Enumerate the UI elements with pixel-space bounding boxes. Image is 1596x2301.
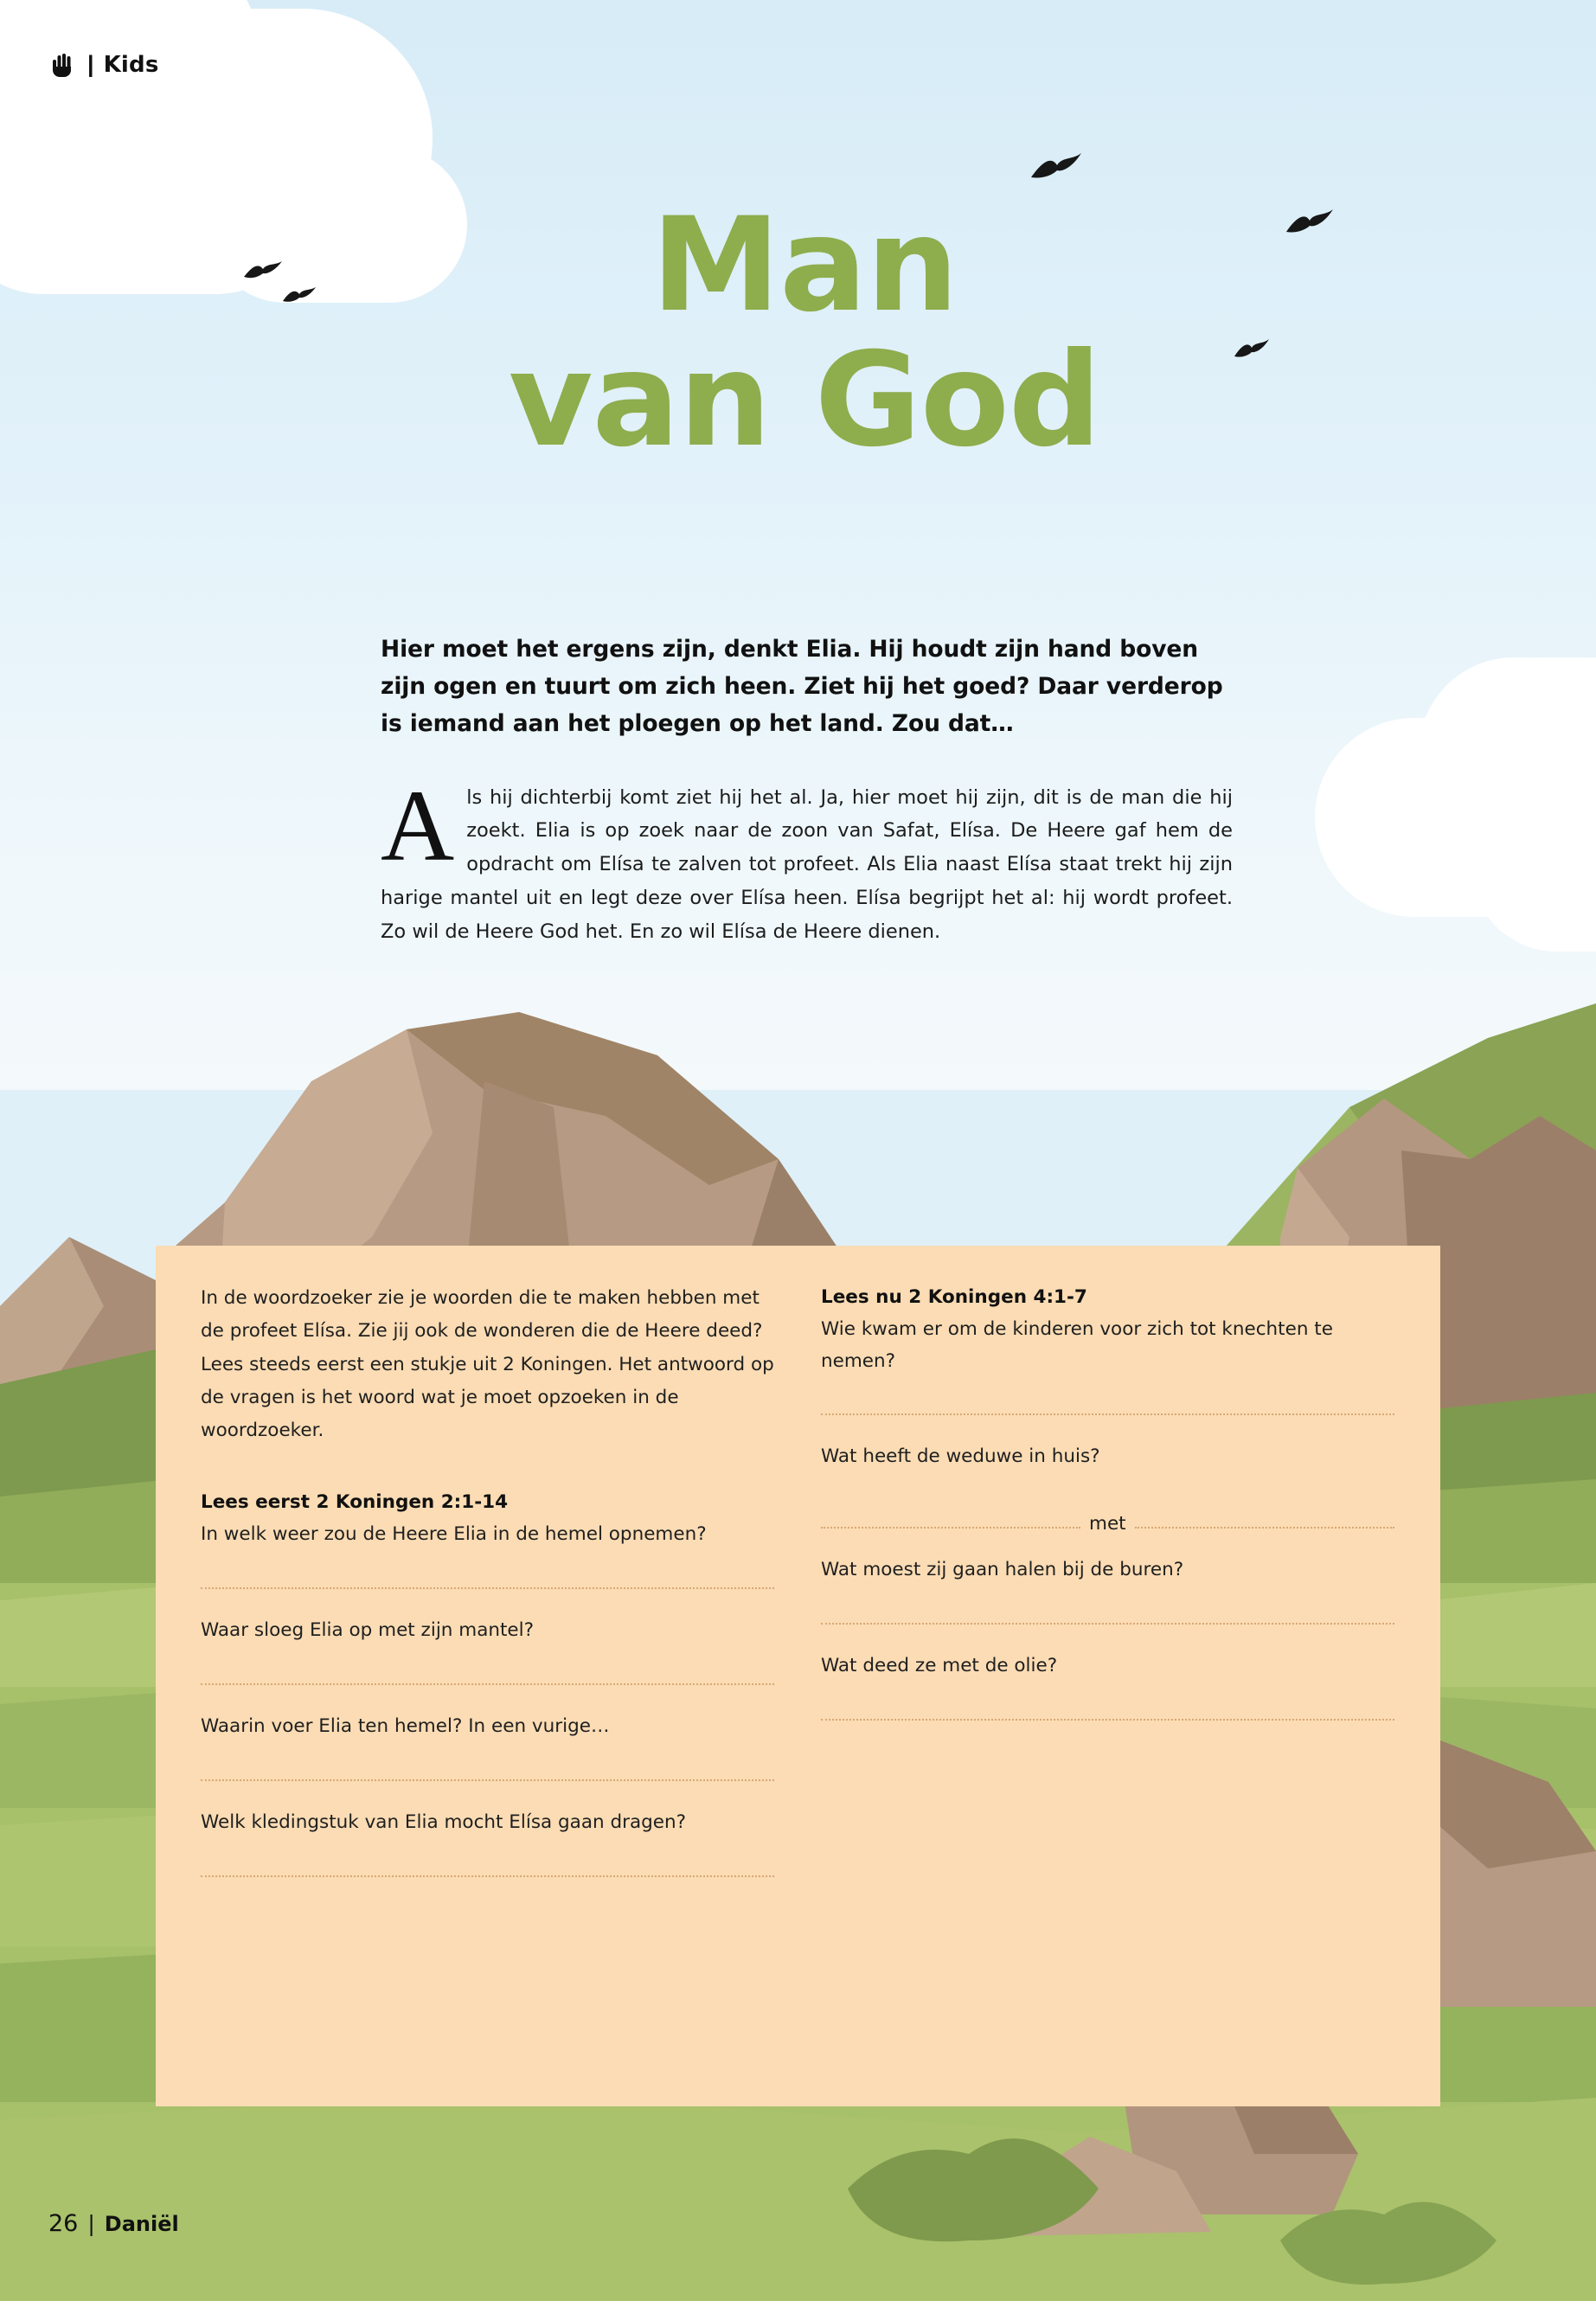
title-line-1: Man (651, 190, 958, 341)
right-section-heading: Lees nu 2 Koningen 4:1-7 (821, 1286, 1087, 1308)
title-line-2: van God (508, 325, 1101, 476)
worksheet-instructions: In de woordzoeker zie je woorden die te maken hebben met de profeet Elísa. Zie jij ook de wonderen die de Heere deed? Lees steeds eerst een stukje uit 2 Koningen. Het antwoord op de vragen is het woord wat je moet opzoeken in de woordzoeker. (201, 1287, 774, 1442)
footer-separator: | (87, 2211, 95, 2236)
lead-paragraph: Hier moet het ergens zijn, denkt Elia. Hij houdt zijn hand boven zijn ogen en tuurt om zich heen. Ziet hij het goed? Daar verderop is iemand aan het ploegen op het land. Zou dat… (381, 636, 1223, 737)
bird-icon (1285, 208, 1335, 246)
hand-print-icon (48, 50, 78, 80)
left-section-heading: Lees eerst 2 Koningen 2:1-14 (201, 1491, 509, 1514)
drop-cap: A (381, 768, 455, 882)
answer-line-split[interactable] (821, 1509, 1394, 1535)
bird-icon (1233, 337, 1271, 369)
worksheet-column-left (201, 1282, 774, 2070)
article-intro (381, 631, 1233, 948)
bird-icon (242, 260, 284, 289)
answer-line-segment[interactable] (1135, 1527, 1394, 1529)
bird-icon (281, 285, 317, 311)
brand-label: Kids (103, 52, 159, 78)
page-footer (48, 2210, 179, 2237)
question-right-1: Wie kwam er om de kinderen voor zich tot knechten te nemen? (821, 1317, 1333, 1372)
body-paragraph (381, 768, 1233, 948)
answer-line-segment[interactable] (821, 1527, 1080, 1529)
answer-line[interactable] (821, 1719, 1394, 1721)
question-right-2: Wat heeft de weduwe in huis? (821, 1445, 1100, 1468)
question-right-3: Wat moest zij gaan halen bij de buren? (821, 1558, 1184, 1580)
question-left-4: Welk kledingstuk van Elia mocht Elísa gaan dragen? (201, 1811, 687, 1833)
page-number: 26 (48, 2210, 79, 2237)
worksheet-panel (156, 1246, 1440, 2106)
page-title (372, 190, 1237, 476)
body-text: ls hij dichterbij komt ziet hij het al. Ja, hier moet hij zijn, dit is de man die hij zoekt. Elia is op zoek naar de zoon van Safat, Elísa. De Heere gaf hem de opdracht om Elísa te zalven tot profeet. Als Elia naast Elísa staat trekt hij zijn harige mantel uit en legt deze over Elísa heen. Elísa begrijpt het al: hij wordt profeet. Zo wil de Heere God het. En zo wil Elísa de Heere dienen. (381, 785, 1233, 943)
answer-line[interactable] (201, 1875, 774, 1877)
question-left-2: Waar sloeg Elia op met zijn mantel? (201, 1618, 535, 1641)
question-left-1: In welk weer zou de Heere Elia in de hemel opnemen? (201, 1522, 707, 1545)
brand-header (48, 50, 159, 80)
worksheet-column-right (821, 1282, 1394, 2070)
brand-separator: | (87, 50, 94, 77)
question-left-3: Waarin voer Elia ten hemel? In een vurige… (201, 1715, 610, 1737)
publication-name: Daniël (104, 2212, 179, 2236)
answer-connector-label: met (1089, 1513, 1126, 1535)
bird-icon (1029, 151, 1083, 191)
question-right-4: Wat deed ze met de olie? (821, 1654, 1058, 1676)
